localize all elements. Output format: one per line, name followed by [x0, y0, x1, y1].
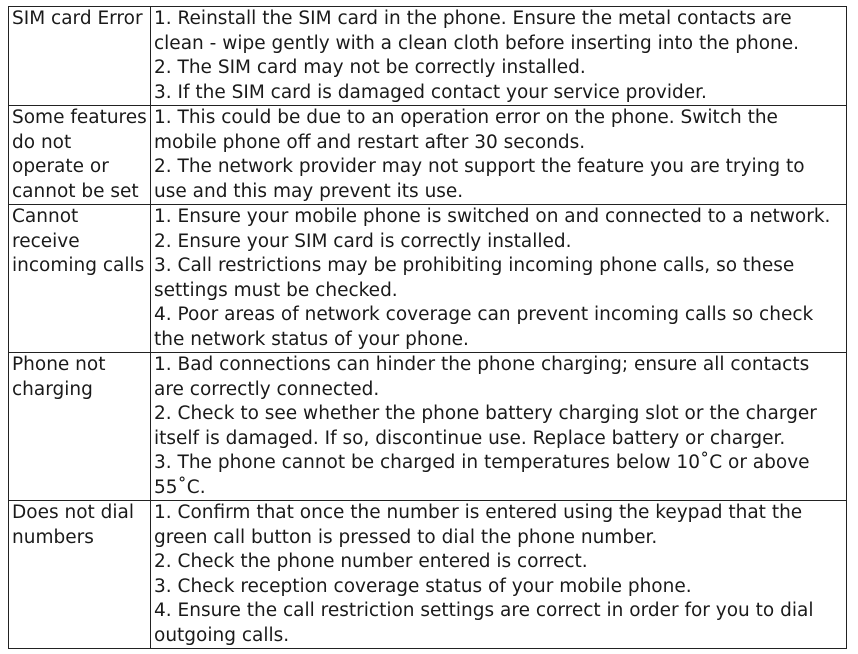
solution-cell [151, 205, 847, 353]
solution-step: 2. The network provider may not support the feature you are trying to use and this may prevent its use. [154, 156, 811, 202]
solution-step: 3. Call restrictions may be prohibiting incoming phone calls, so these settings must be checked. [154, 255, 801, 301]
solution-step: 2. Check to see whether the phone battery charging slot or the charger itself is damaged. If so, discontinue use. Replace battery or charger. [154, 403, 823, 449]
problem-cell: Some features do not operate or cannot be set [9, 106, 151, 205]
solution-cell [151, 106, 847, 205]
solution-step: 2. Check the phone number entered is correct. [154, 551, 588, 572]
table-row [9, 501, 847, 649]
table-row [9, 205, 847, 353]
solution-step: 1. This could be due to an operation error on the phone. Switch the mobile phone off and restart after 30 seconds. [154, 107, 784, 153]
solution-cell [151, 7, 847, 106]
problem-cell: Cannot receive incoming calls [9, 205, 151, 353]
table-row [9, 7, 847, 106]
solution-step: 2. Ensure your SIM card is correctly installed. [154, 230, 572, 252]
solution-step: 1. Ensure your mobile phone is switched on and connected to a network. [154, 206, 831, 227]
solution-step: 3. If the SIM card is damaged contact your service provider. [154, 81, 707, 103]
solution-step: 1. Reinstall the SIM card in the phone. Ensure the metal contacts are clean - wipe gently with a clean cloth before inserting into the phone. [154, 8, 799, 54]
troubleshooting-table [8, 6, 847, 649]
solution-step: 3. Check reception coverage status of your mobile phone. [154, 575, 692, 597]
table-row [9, 106, 847, 205]
problem-cell: SIM card Error [9, 7, 151, 106]
solution-step: 3. The phone cannot be charged in temperatures below 10˚C or above 55˚C. [154, 452, 816, 498]
solution-cell [151, 501, 847, 649]
solution-step: 4. Ensure the call restriction settings are correct in order for you to dial outgoing calls. [154, 600, 820, 646]
table-row [9, 353, 847, 501]
problem-cell: Phone not charging [9, 353, 151, 501]
solution-step: 1. Bad connections can hinder the phone charging; ensure all contacts are correctly connected. [154, 354, 816, 400]
solution-step: 2. The SIM card may not be correctly installed. [154, 57, 586, 78]
solution-step: 1. Confirm that once the number is entered using the keypad that the green call button is pressed to dial the phone number. [154, 502, 809, 548]
problem-cell: Does not dial numbers [9, 501, 151, 649]
solution-cell [151, 353, 847, 501]
solution-step: 4. Poor areas of network coverage can prevent incoming calls so check the network status of your phone. [154, 304, 820, 350]
